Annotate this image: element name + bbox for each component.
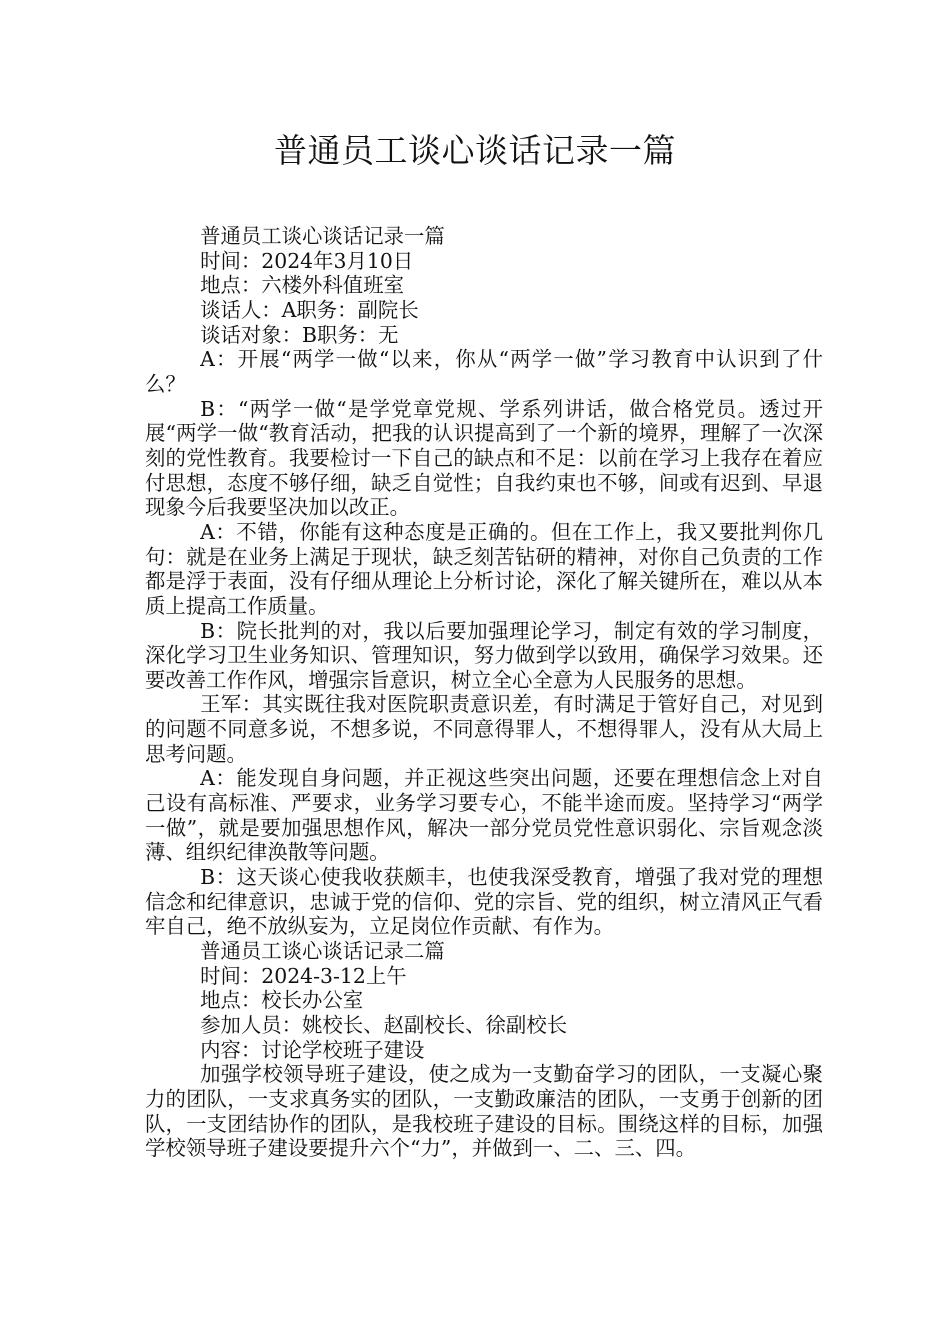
paragraph: 内容：讨论学校班子建设: [200, 1037, 425, 1062]
paragraph: 加强学校领导班子建设，使之成为一支勤奋学习的团队，一支凝心聚力的团队，一支求真务实的团队，一支勤政廉洁的团队，一支勇于创新的团队，一支团结协作的团队，是我校班子建设的目标。围绕这样的目标，加强学校领导班子建设要提升六个“力”，并做到一、二、三、四。: [145, 1062, 823, 1161]
paragraph: 参加人员：姚校长、赵副校长、徐副校长: [200, 1013, 568, 1037]
document-title: 普通员工谈心谈话记录一篇: [274, 131, 676, 170]
paragraph: B：“两学一做“是学党章党规、学系列讲话，做合格党员。透过开展“两学一做“教育活动，把我的认识提高到了一个新的境界，理解了一次深刻的党性教育。我要检讨一下自己的缺点和不足：以前在学习上我存在着应付思想，态度不够仔细，缺乏自觉性；自我约束也不够，间或有迟到、早退现象今后我要坚决加以改正。: [145, 396, 823, 520]
paragraph: 普通员工谈心谈话记录一篇: [200, 224, 445, 248]
paragraph: B：这天谈心使我收获颇丰，也使我深受教育，增强了我对党的理想信念和纪律意识，忠诚于党的信仰、党的宗旨、党的组织，树立清风正气看牢自己，绝不放纵妄为，立足岗位作贡献、有作为。: [145, 865, 823, 939]
paragraph: A：能发现自身问题，并正视这些突出问题，还要在理想信念上对自己设有高标准、严要求，业务学习要专心，不能半途而废。坚持学习“两学一做”，就是要加强思想作风，解决一部分党员党性意识弱化、宗旨观念淡薄、组织纪律涣散等问题。: [145, 766, 823, 865]
paragraph: A：不错，你能有这种态度是正确的。但在工作上，我又要批判你几句：就是在业务上满足于现状，缺乏刻苦钻研的精神，对你自己负责的工作都是浮于表面，没有仔细从理论上分析讨论，深化了解关键所在，难以从本质上提高工作质量。: [145, 519, 823, 618]
paragraph: B：院长批判的对，我以后要加强理论学习，制定有效的学习制度，深化学习卫生业务知识、管理知识，努力做到学以致用，确保学习效果。还要改善工作作风，增强宗旨意识，树立全心全意为人民服务的思想。: [145, 618, 823, 692]
paragraph: 谈话人：A职务：副院长: [200, 297, 419, 322]
paragraph: 时间：2024年3月10日: [200, 248, 414, 273]
paragraph: 普通员工谈心谈话记录二篇: [200, 939, 445, 964]
paragraph: 时间：2024-3-12上午: [200, 963, 407, 988]
paragraph: 地点：六楼外科值班室: [200, 273, 404, 298]
paragraph: 王军：其实既往我对医院职责意识差，有时满足于管好自己，对见到的问题不同意多说，不想多说，不同意得罪人，不想得罪人，没有从大局上思考问题。: [145, 692, 823, 766]
paragraph: A：开展“两学一做“以来，你从“两学一做”学习教育中认识到了什么？: [145, 347, 823, 396]
paragraph: 地点：校长办公室: [200, 988, 364, 1013]
document-body: [145, 224, 823, 1161]
paragraph: 谈话对象：B职务：无: [200, 322, 399, 347]
